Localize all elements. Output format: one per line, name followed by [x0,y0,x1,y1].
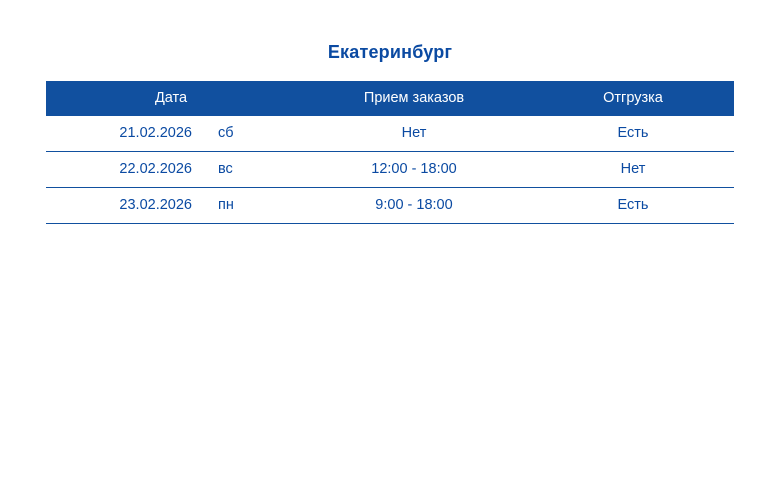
cell-orders: 12:00 - 18:00 [296,152,532,188]
table-header [46,81,734,116]
column-header-date: Дата [46,81,296,116]
page-title: Екатеринбург [327,42,453,62]
schedule-table [46,81,734,224]
cell-date [46,116,296,152]
date-cell-content [46,125,296,141]
schedule-table-container [46,81,734,224]
cell-shipping: Нет [532,152,734,188]
table-body [46,116,734,224]
cell-shipping: Есть [532,116,734,152]
table-row [46,152,734,188]
table-header-row [46,81,734,116]
date-value: 23.02.2026 [119,197,192,213]
date-cell-content [46,197,296,213]
column-header-orders: Прием заказов [296,81,532,116]
column-header-shipping: Отгрузка [532,81,734,116]
table-row [46,116,734,152]
cell-date [46,188,296,224]
day-of-week-value: вс [218,161,233,177]
day-of-week-value: сб [218,125,234,141]
cell-orders: Нет [296,116,532,152]
table-row [46,188,734,224]
date-value: 21.02.2026 [119,125,192,141]
cell-date [46,152,296,188]
date-value: 22.02.2026 [119,161,192,177]
date-cell-content [46,161,296,177]
day-of-week-value: пн [218,197,234,213]
cell-shipping: Есть [532,188,734,224]
cell-orders: 9:00 - 18:00 [296,188,532,224]
